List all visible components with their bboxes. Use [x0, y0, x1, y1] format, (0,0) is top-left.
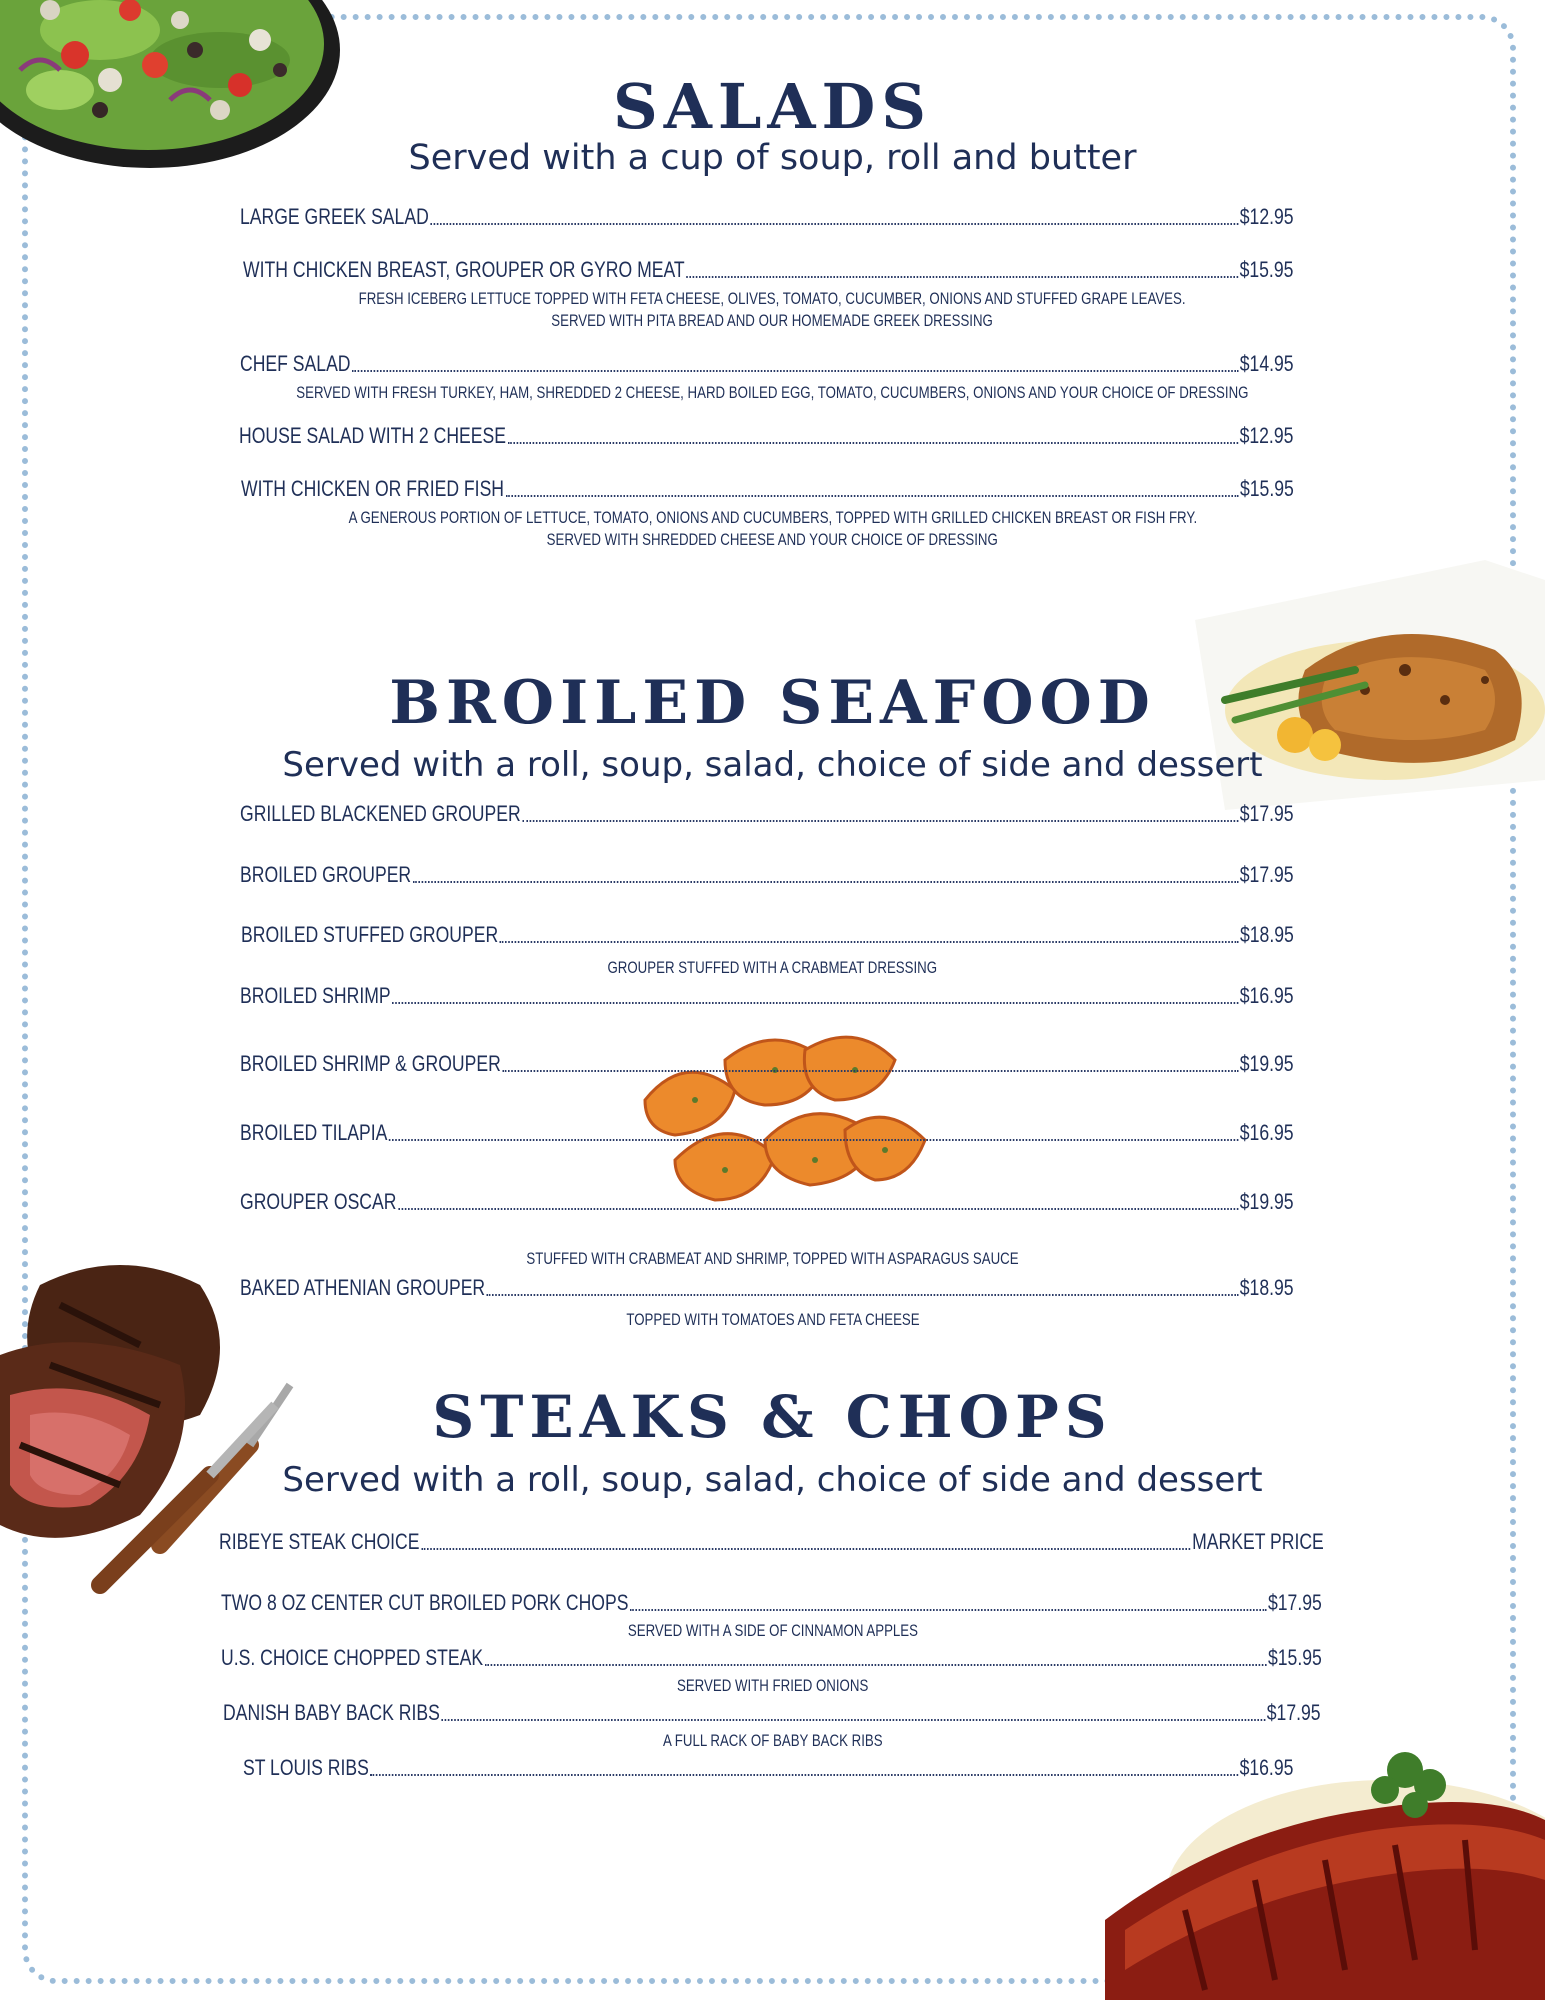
menu-item [243, 257, 1293, 283]
dot-leader [441, 1718, 1265, 1721]
item-name: GRILLED BLACKENED GROUPER [240, 801, 521, 826]
item-name: DANISH BABY BACK RIBS [223, 1700, 440, 1725]
item-price: $16.95 [1239, 1120, 1294, 1145]
seafood-subtitle: Served with a roll, soup, salad, choice of side and dessert [282, 745, 1263, 785]
item-price: $15.95 [1239, 476, 1294, 501]
steaks-title: STEAKS & CHOPS [432, 1383, 1113, 1451]
steaks-subtitle: Served with a roll, soup, salad, choice of side and dessert [282, 1460, 1263, 1500]
salads-subtitle: Served with a cup of soup, roll and butter [408, 138, 1137, 178]
menu-item [240, 1120, 1294, 1146]
item-description: SERVED WITH FRIED ONIONS [676, 1676, 869, 1695]
menu-item [223, 1700, 1321, 1726]
menu-item [240, 862, 1294, 888]
dot-leader [508, 441, 1238, 444]
menu-item [243, 1755, 1293, 1781]
item-description: SERVED WITH A SIDE OF CINNAMON APPLES [627, 1621, 918, 1640]
item-description: GROUPER STUFFED WITH A CRABMEAT DRESSING [607, 958, 938, 977]
menu-item [241, 476, 1294, 502]
item-name: HOUSE SALAD WITH 2 CHEESE [239, 423, 506, 448]
menu-item [240, 1189, 1294, 1215]
item-price: $17.95 [1267, 1590, 1322, 1615]
item-price: $12.95 [1239, 423, 1294, 448]
item-description: A FULL RACK OF BABY BACK RIBS [662, 1731, 883, 1750]
item-name: BROILED SHRIMP & GROUPER [240, 1051, 501, 1076]
item-price: $18.95 [1239, 922, 1294, 947]
salads-title: SALADS [612, 70, 933, 143]
item-price: $12.95 [1239, 204, 1294, 229]
item-name: U.S. CHOICE CHOPPED STEAK [221, 1645, 484, 1670]
item-price: $17.95 [1239, 862, 1294, 887]
item-description: FRESH ICEBERG LETTUCE TOPPED WITH FETA CHEESE, OLIVES, TOMATO, CUCUMBER, ONIONS AND STUFFED GRAPE LEAVES. [359, 289, 1186, 308]
item-name: BROILED SHRIMP [240, 983, 391, 1008]
dot-leader [413, 880, 1238, 883]
item-description: SERVED WITH PITA BREAD AND OUR HOMEMADE GREEK DRESSING [551, 311, 994, 330]
item-name: WITH CHICKEN OR FRIED FISH [241, 476, 505, 501]
item-price: $18.95 [1239, 1275, 1294, 1300]
menu-item [240, 1275, 1294, 1301]
menu-item [240, 204, 1294, 230]
menu-item [240, 1051, 1294, 1077]
item-price: $19.95 [1239, 1051, 1294, 1076]
item-price: $15.95 [1239, 257, 1294, 282]
item-name: BAKED ATHENIAN GROUPER [240, 1275, 486, 1300]
dot-leader [392, 1001, 1238, 1004]
menu-item [240, 983, 1294, 1009]
item-name: CHEF SALAD [240, 351, 351, 376]
item-name: LARGE GREEK SALAD [240, 204, 429, 229]
item-name: ST LOUIS RIBS [243, 1755, 369, 1780]
menu-item [221, 1590, 1322, 1616]
dot-leader [485, 1663, 1267, 1666]
dot-leader [430, 222, 1238, 225]
item-description: SERVED WITH SHREDDED CHEESE AND YOUR CHOICE OF DRESSING [546, 530, 999, 549]
dot-leader [630, 1608, 1266, 1611]
dot-leader [502, 1069, 1238, 1072]
menu-item [240, 801, 1294, 827]
item-price: $19.95 [1239, 1189, 1294, 1214]
dot-leader [421, 1547, 1190, 1550]
dot-leader [506, 494, 1239, 497]
dot-leader [352, 369, 1238, 372]
item-name: BROILED GROUPER [240, 862, 412, 887]
dot-leader [522, 819, 1238, 822]
dot-leader [500, 940, 1239, 943]
item-price: $16.95 [1239, 983, 1294, 1008]
seafood-title: BROILED SEAFOOD [389, 668, 1156, 738]
menu-item [240, 351, 1294, 377]
item-price: $15.95 [1267, 1645, 1322, 1670]
item-name: BROILED STUFFED GROUPER [241, 922, 499, 947]
dot-leader [487, 1293, 1238, 1296]
menu-item [241, 922, 1294, 948]
item-description: A GENEROUS PORTION OF LETTUCE, TOMATO, ONIONS AND CUCUMBERS, TOPPED WITH GRILLED CHICKEN BREAST OR FISH FRY. [348, 508, 1197, 527]
item-description: SERVED WITH FRESH TURKEY, HAM, SHREDDED 2 CHEESE, HARD BOILED EGG, TOMATO, CUCUMBERS, ONIONS AND YOUR CHOICE OF DRESSING [296, 383, 1249, 402]
item-price: $16.95 [1239, 1755, 1294, 1780]
item-price: MARKET PRICE [1192, 1529, 1324, 1554]
dot-leader [389, 1138, 1238, 1141]
item-description: TOPPED WITH TOMATOES AND FETA CHEESE [625, 1310, 920, 1329]
item-name: WITH CHICKEN BREAST, GROUPER OR GYRO MEAT [243, 257, 685, 282]
dot-leader [686, 275, 1238, 278]
menu-item [221, 1645, 1322, 1671]
item-name: TWO 8 OZ CENTER CUT BROILED PORK CHOPS [221, 1590, 629, 1615]
item-description: STUFFED WITH CRABMEAT AND SHRIMP, TOPPED WITH ASPARAGUS SAUCE [526, 1249, 1019, 1268]
menu-item [239, 423, 1293, 449]
item-name: RIBEYE STEAK CHOICE [219, 1529, 420, 1554]
item-name: BROILED TILAPIA [240, 1120, 388, 1145]
dot-leader [398, 1207, 1238, 1210]
menu-item [219, 1529, 1324, 1555]
item-price: $17.95 [1239, 801, 1294, 826]
item-price: $17.95 [1266, 1700, 1321, 1725]
item-price: $14.95 [1239, 351, 1294, 376]
dot-leader [370, 1773, 1238, 1776]
item-name: GROUPER OSCAR [240, 1189, 397, 1214]
